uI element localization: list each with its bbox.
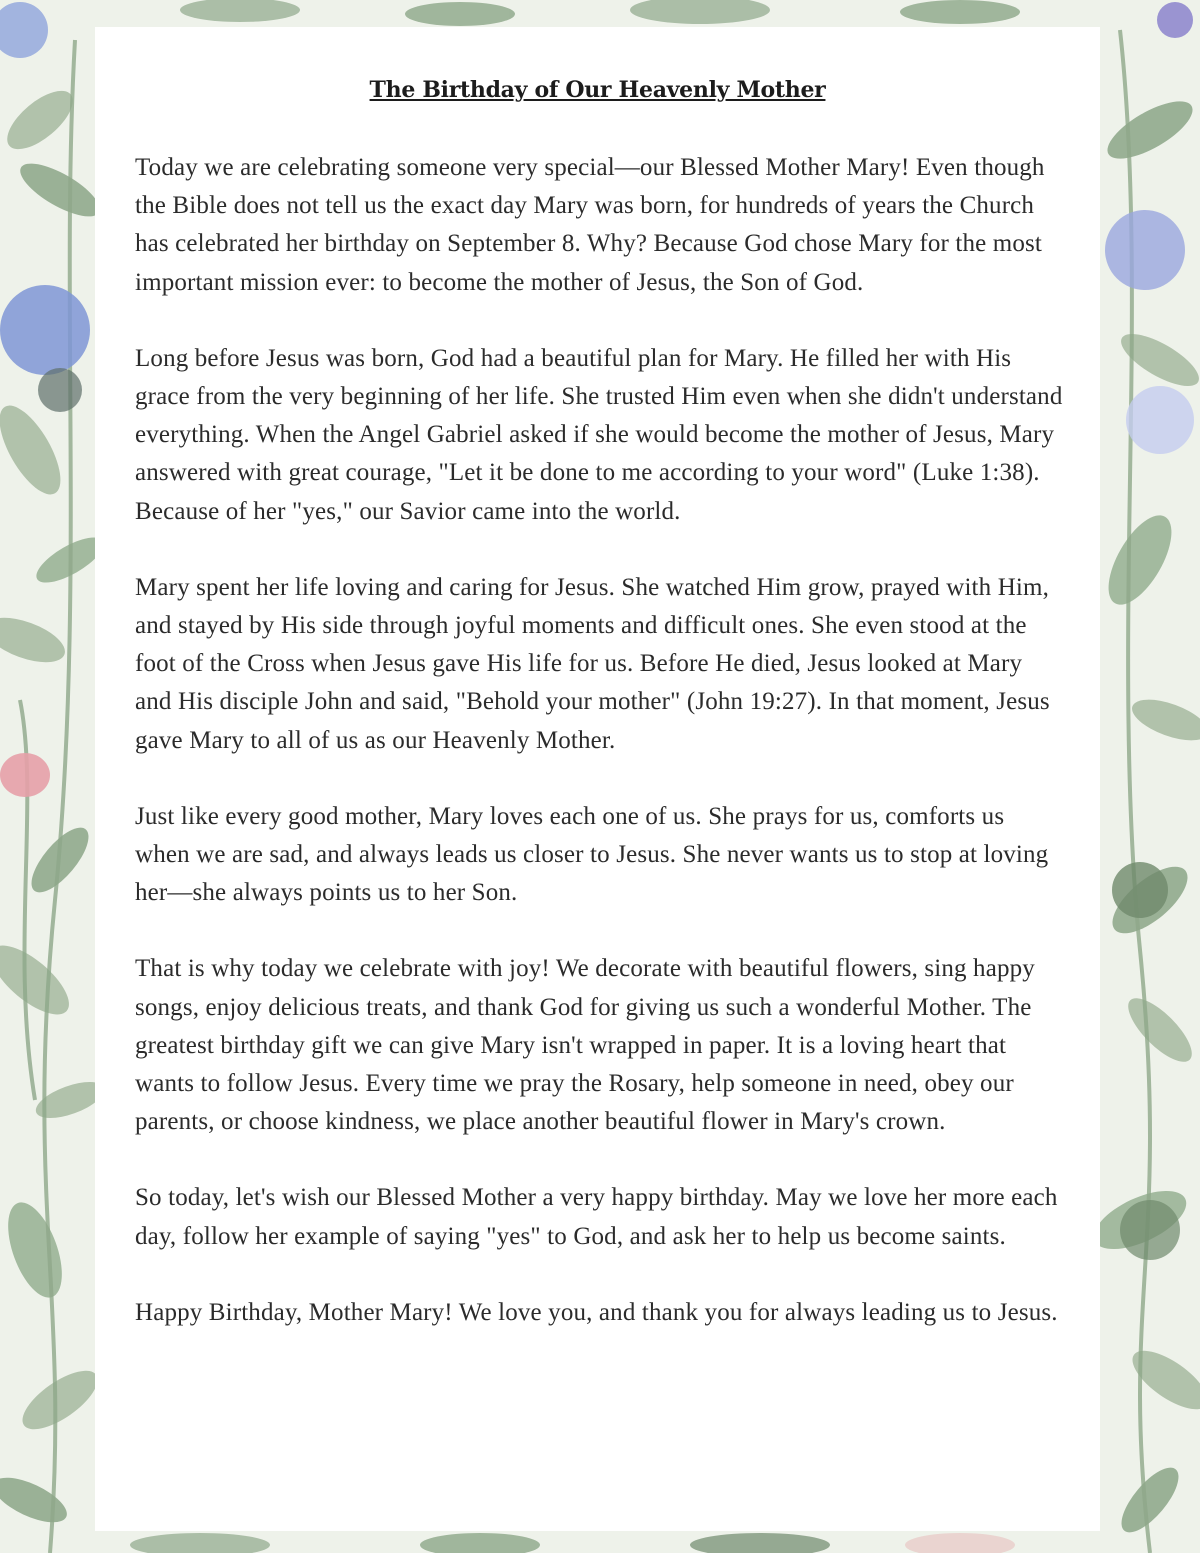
paragraph: Mary spent her life loving and caring for Jesus. She watched Him grow, prayed with Him, and stayed by His side through joyful moments and difficult ones. She even stood at the foot of the Cross when Jesus gave His life for us. Before He died, Jesus looked at Mary and His disciple John and said, "Behold your mother" (John 19:27). In that moment, Jesus gave Mary to all of us as our Heavenly Mother.: [135, 573, 1050, 754]
paragraph: That is why today we celebrate with joy! We decorate with beautiful flowers, sing happy songs, enjoy delicious treats, and thank God for giving us such a wonderful Mother. The greatest birthday gift we can give Mary isn't wrapped in paper. It is a loving heart that wants to follow Jesus. Every time we pray the Rosary, help someone in need, obey our parents, or choose kindness, we place another beautiful flower in Mary's crown.: [135, 955, 1035, 1136]
paragraph: So today, let's wish our Blessed Mother a very happy birthday. May we love her more each day, follow her example of saying "yes" to God, and ask her to help us become saints.: [135, 1184, 1058, 1250]
paragraph: Happy Birthday, Mother Mary! We love you, and thank you for always leading us to Jesus.: [135, 1298, 1058, 1326]
paragraph: Today we are celebrating someone very special—our Blessed Mother Mary! Even though the Bible does not tell us the exact day Mary was born, for hundreds of years the Church has celebrated her birthday on September 8. Why? Because God chose Mary for the most important mission ever: to become the mother of Jesus, the Son of God.: [135, 154, 1045, 296]
document-title: The Birthday of Our Heavenly Mother: [369, 77, 826, 103]
document-page: [95, 27, 1100, 1531]
paragraph: Just like every good mother, Mary loves each one of us. She prays for us, comforts us when we are sad, and always leads us closer to Jesus. She never wants us to stop at loving her—she always points us to her Son.: [135, 802, 1049, 907]
pink-bud-icon: [0, 753, 50, 797]
paragraph: Long before Jesus was born, God had a beautiful plan for Mary. He filled her with His grace from the very beginning of her life. She trusted Him even when she didn't understand everything. When the Angel Gabriel asked if she would become the mother of Jesus, Mary answered with great courage, "Let it be done to me according to your word" (Luke 1:38). Because of her "yes," our Savior came into the world.: [135, 344, 1063, 525]
document-body: [135, 149, 1065, 1370]
